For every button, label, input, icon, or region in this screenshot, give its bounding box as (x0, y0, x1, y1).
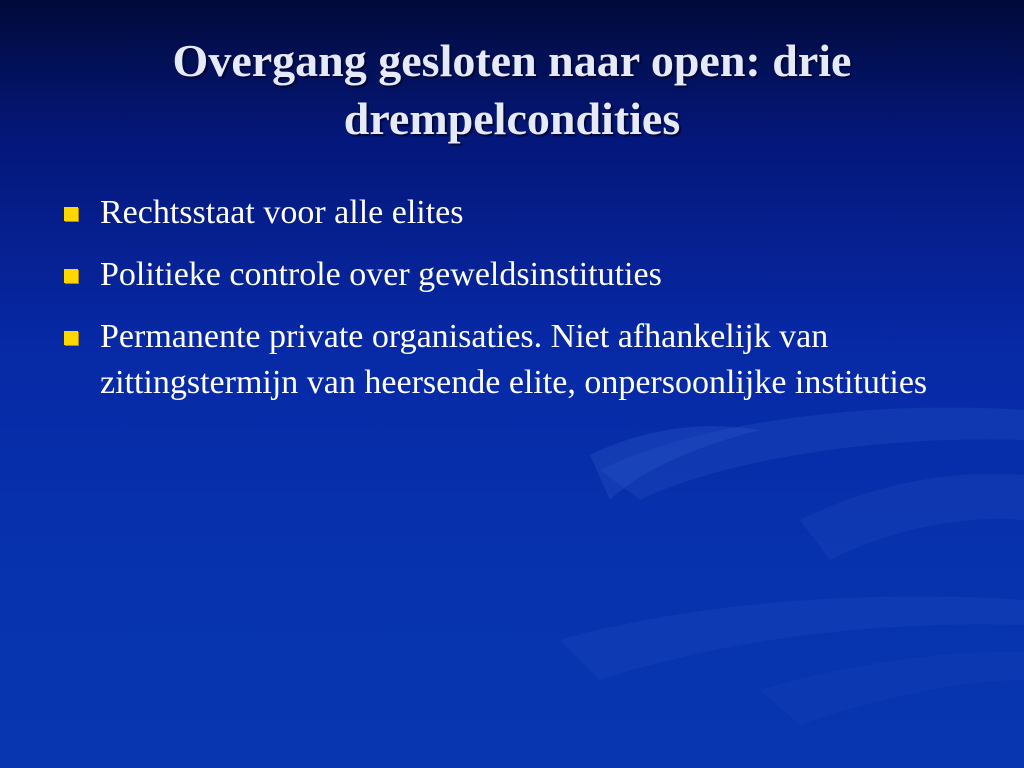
bullet-item (62, 190, 982, 236)
bullet-item (62, 252, 982, 298)
bullet-item (62, 314, 982, 406)
square-bullet-icon (64, 269, 78, 283)
bullet-text: Permanente private organisaties. Niet afhankelijk van zittingstermijn van heersende elite, onpersoonlijke instituties (100, 318, 928, 401)
slide-title: Overgang gesloten naar open: drie drempelcondities (172, 35, 852, 144)
bullet-text: Politieke controle over geweldsinstituties (100, 256, 662, 293)
bullet-list (62, 190, 982, 422)
bullet-text: Rechtsstaat voor alle elites (100, 194, 464, 231)
square-bullet-icon (64, 207, 78, 221)
square-bullet-icon (64, 331, 78, 345)
